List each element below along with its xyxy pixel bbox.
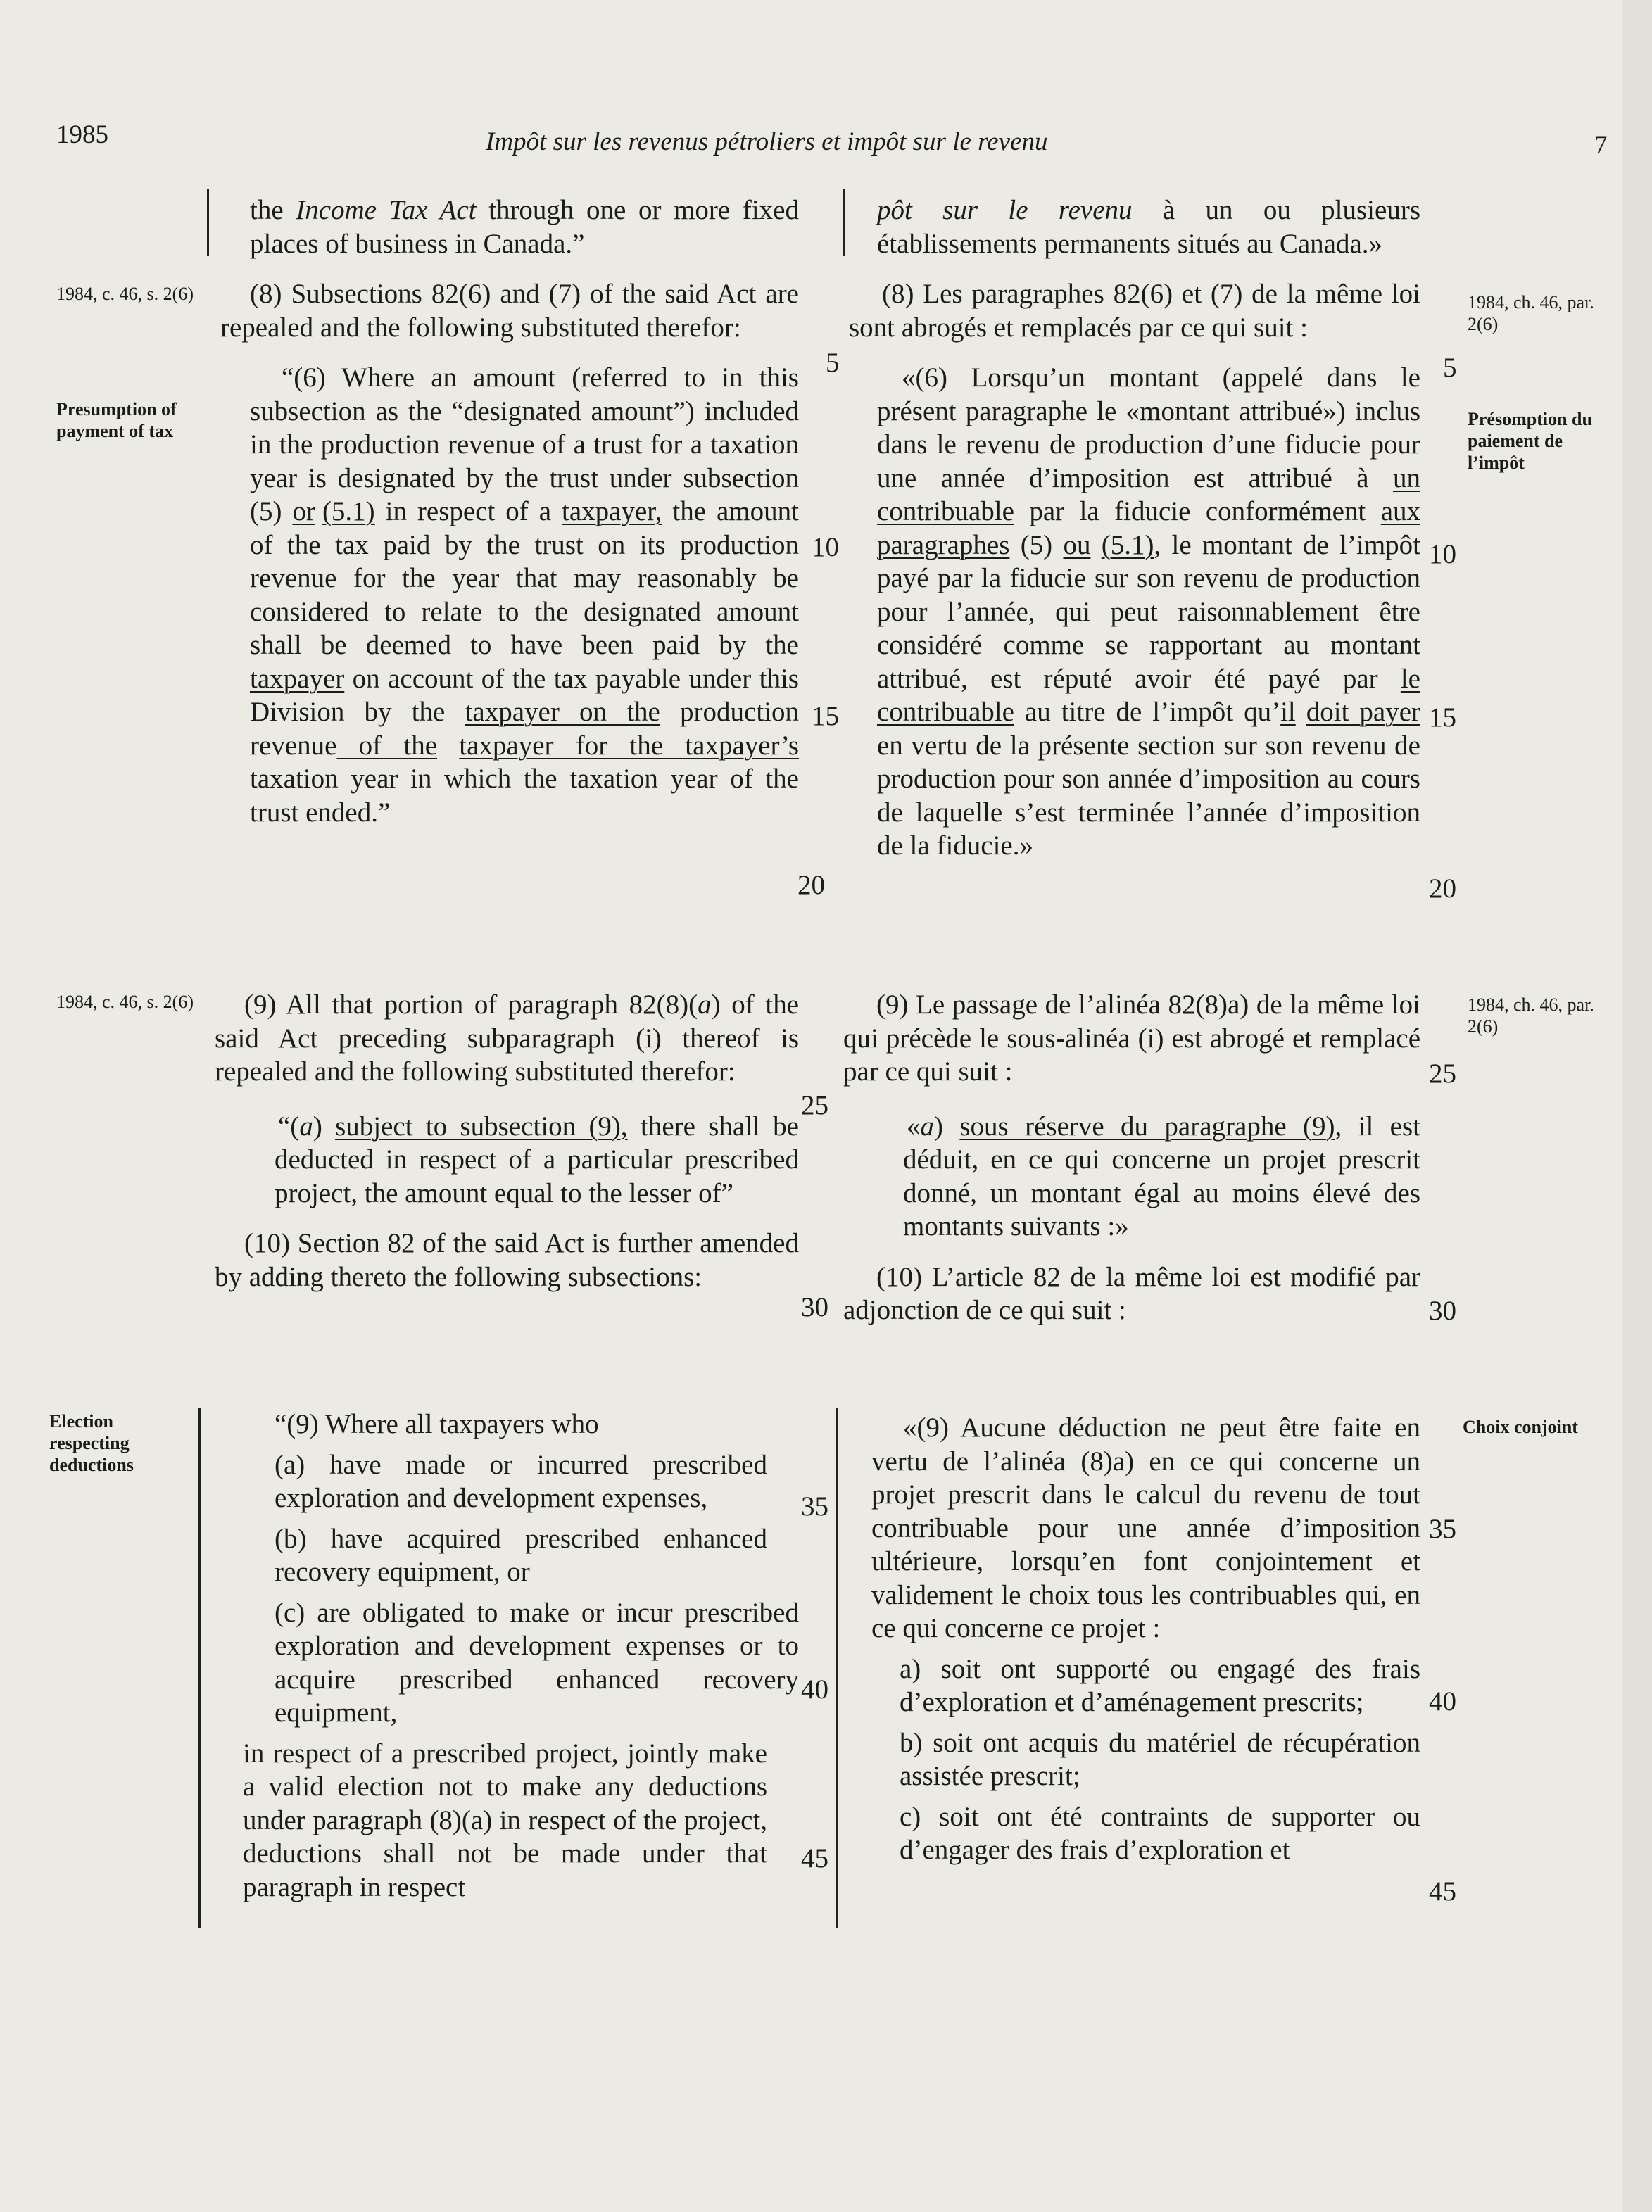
fr-line-number: 35 <box>1429 1514 1456 1544</box>
page-edge-shadow <box>1622 0 1652 2212</box>
en-line-number: 15 <box>812 701 839 731</box>
fr-line-number: 45 <box>1429 1876 1456 1907</box>
en-line-number: 30 <box>801 1292 828 1322</box>
margin-note-fr-2: Présomption du paiement de l’impôt <box>1468 409 1592 473</box>
en-line-number: 40 <box>801 1674 828 1705</box>
margin-note-en-2: Presumption of payment of tax <box>56 399 177 441</box>
fr-quote-9-b: b) soit ont acquis du matériel de récupération assistée prescrit; <box>900 1727 1420 1791</box>
margin-note-fr-4: Choix conjoint <box>1463 1417 1578 1437</box>
fr-line-number: 30 <box>1429 1296 1456 1326</box>
en-quote-9-a: (a) have made or incurred prescribed exploration and development expenses, <box>275 1449 767 1513</box>
en-quote-9-b: (b) have acquired prescribed enhanced recovery equipment, or <box>275 1523 767 1587</box>
english-column-election <box>215 1408 799 1904</box>
english-column <box>215 194 799 829</box>
en-line-number: 10 <box>812 532 839 562</box>
en-line-number: 45 <box>801 1843 828 1873</box>
en-quote-9-tail: in respect of a prescribed project, jointly make a valid election not to make any deductions under paragraph (8)(a) in respect of the project, deductions shall not be made under that paragraph in respect <box>243 1738 767 1902</box>
french-column-election <box>843 1411 1420 1867</box>
fr-line-number: 40 <box>1429 1686 1456 1717</box>
en-para-10: (10) Section 82 of the said Act is further amended by adding thereto the following subsections: <box>215 1228 799 1292</box>
french-column <box>843 194 1420 863</box>
en-para-intro: the Income Tax Act through one or more fixed places of business in Canada.” <box>250 195 799 259</box>
fr-line-number: 5 <box>1443 353 1457 383</box>
fr-quote-9-c: c) soit ont été contraints de supporter ou d’engager des frais d’exploration et <box>900 1801 1420 1865</box>
en-quote-9-c: (c) are obligated to make or incur prescribed exploration and development expenses or to acquire prescribed enhanced recovery equipment, <box>275 1597 799 1728</box>
fr-para-8: (8) Les paragraphes 82(6) et (7) de la même loi sont abrogés et remplacés par ce qui suit : <box>849 279 1420 343</box>
fr-quote-9-a: a) soit ont supporté ou engagé des frais d’exploration et d’aménagement prescrits; <box>900 1653 1420 1717</box>
fr-quote-9: «(9) Aucune déduction ne peut être faite en vertu de l’alinéa (8)a) en ce qui concerne un projet prescrit dans le calcul du revenu de tout contribuable pour une année d’imposition ultérieure, lorsqu’en font conjointement et validement le choix tous les contribuables qui, en ce qui concerne ce projet : <box>871 1412 1420 1643</box>
fr-quote-6: «(6) Lorsqu’un montant (appelé dans le présent paragraphe le «montant attribué») inclus dans le revenu de production d’une fiducie pour une année d’imposition est attribué à un contribuable par la fiducie conformément aux paragraphes (5) ou (5.1), le montant de l’impôt payé par la fiducie sur son revenu de production pour l’année, qui peut raisonnablement être considéré comme se rapportant au montant attribué, est réputé avoir été payé par le contribuable au titre de l’impôt qu’il doit payer en vertu de la présente section sur son revenu de production pour son année d’imposition au cours de laquelle s’est terminée l’année d’imposition de la fiducie.» <box>877 362 1421 861</box>
page-number: 7 <box>1594 131 1608 160</box>
margin-note-fr-1: 1984, ch. 46, par. 2(6) <box>1468 292 1594 334</box>
page-year: 1985 <box>56 120 108 149</box>
margin-note-en-4: Election respecting deductions <box>49 1411 134 1475</box>
en-para-9: (9) All that portion of paragraph 82(8)(a) of the said Act preceding subparagraph (i) thereof is repealed and the following substituted therefor: <box>215 990 800 1087</box>
margin-note-en-3: 1984, c. 46, s. 2(6) <box>56 992 194 1012</box>
fr-para-10: (10) L’article 82 de la même loi est modifié par adjonction de ce qui suit : <box>843 1261 1420 1325</box>
margin-note-fr-3: 1984, ch. 46, par. 2(6) <box>1468 994 1594 1037</box>
en-quote-a: “(a) subject to subsection (9), there shall be deducted in respect of a particular prescribed project, the amount equal to the lesser of” <box>275 1111 799 1208</box>
fr-para-9: (9) Le passage de l’alinéa 82(8)a) de la même loi qui précède le sous-alinéa (i) est abrogé et remplacé par ce qui suit : <box>843 990 1420 1087</box>
en-line-number: 5 <box>826 348 840 378</box>
en-quote-9-intro: “(9) Where all taxpayers who <box>275 1409 599 1439</box>
margin-note-en-1: 1984, c. 46, s. 2(6) <box>56 284 194 304</box>
en-line-number: 35 <box>801 1491 828 1522</box>
change-bar-en-1 <box>207 189 209 256</box>
en-para-8: (8) Subsections 82(6) and (7) of the said Act are repealed and the following substituted therefor: <box>220 279 799 343</box>
fr-line-number: 15 <box>1429 702 1456 733</box>
change-bar-en-2 <box>198 1408 201 1928</box>
fr-line-number: 25 <box>1429 1058 1456 1089</box>
en-line-number: 25 <box>801 1090 828 1120</box>
english-column-lower <box>215 988 799 1294</box>
fr-line-number: 10 <box>1429 539 1456 569</box>
fr-line-number: 20 <box>1429 873 1456 904</box>
fr-para-intro: pôt sur le revenu à un ou plusieurs établissements permanents situés au Canada.» <box>877 195 1420 259</box>
en-line-number: 20 <box>797 870 825 900</box>
page-title: Impôt sur les revenus pétroliers et impôt sur le revenu <box>486 127 1048 156</box>
change-bar-fr-2 <box>836 1408 838 1928</box>
french-column-lower <box>843 988 1420 1327</box>
fr-quote-a: «a) sous réserve du paragraphe (9), il est déduit, en ce qui concerne un projet prescrit donné, un montant égal au moins élevé des montants suivants :» <box>903 1111 1420 1241</box>
en-quote-6: “(6) Where an amount (referred to in this subsection as the “designated amount”) included in the production revenue of a trust for a taxation year is designated by the trust under subsection (5) or (5.1) in respect of a taxpayer, the amount of the tax paid by the trust on its production revenue for the year that may reasonably be considered to relate to the designated amount shall be deemed to have been paid by the taxpayer on account of the tax payable under this Division by the taxpayer on the production revenue of the taxpayer for the taxpayer’s taxation year in which the taxation year of the trust ended.” <box>250 362 800 828</box>
